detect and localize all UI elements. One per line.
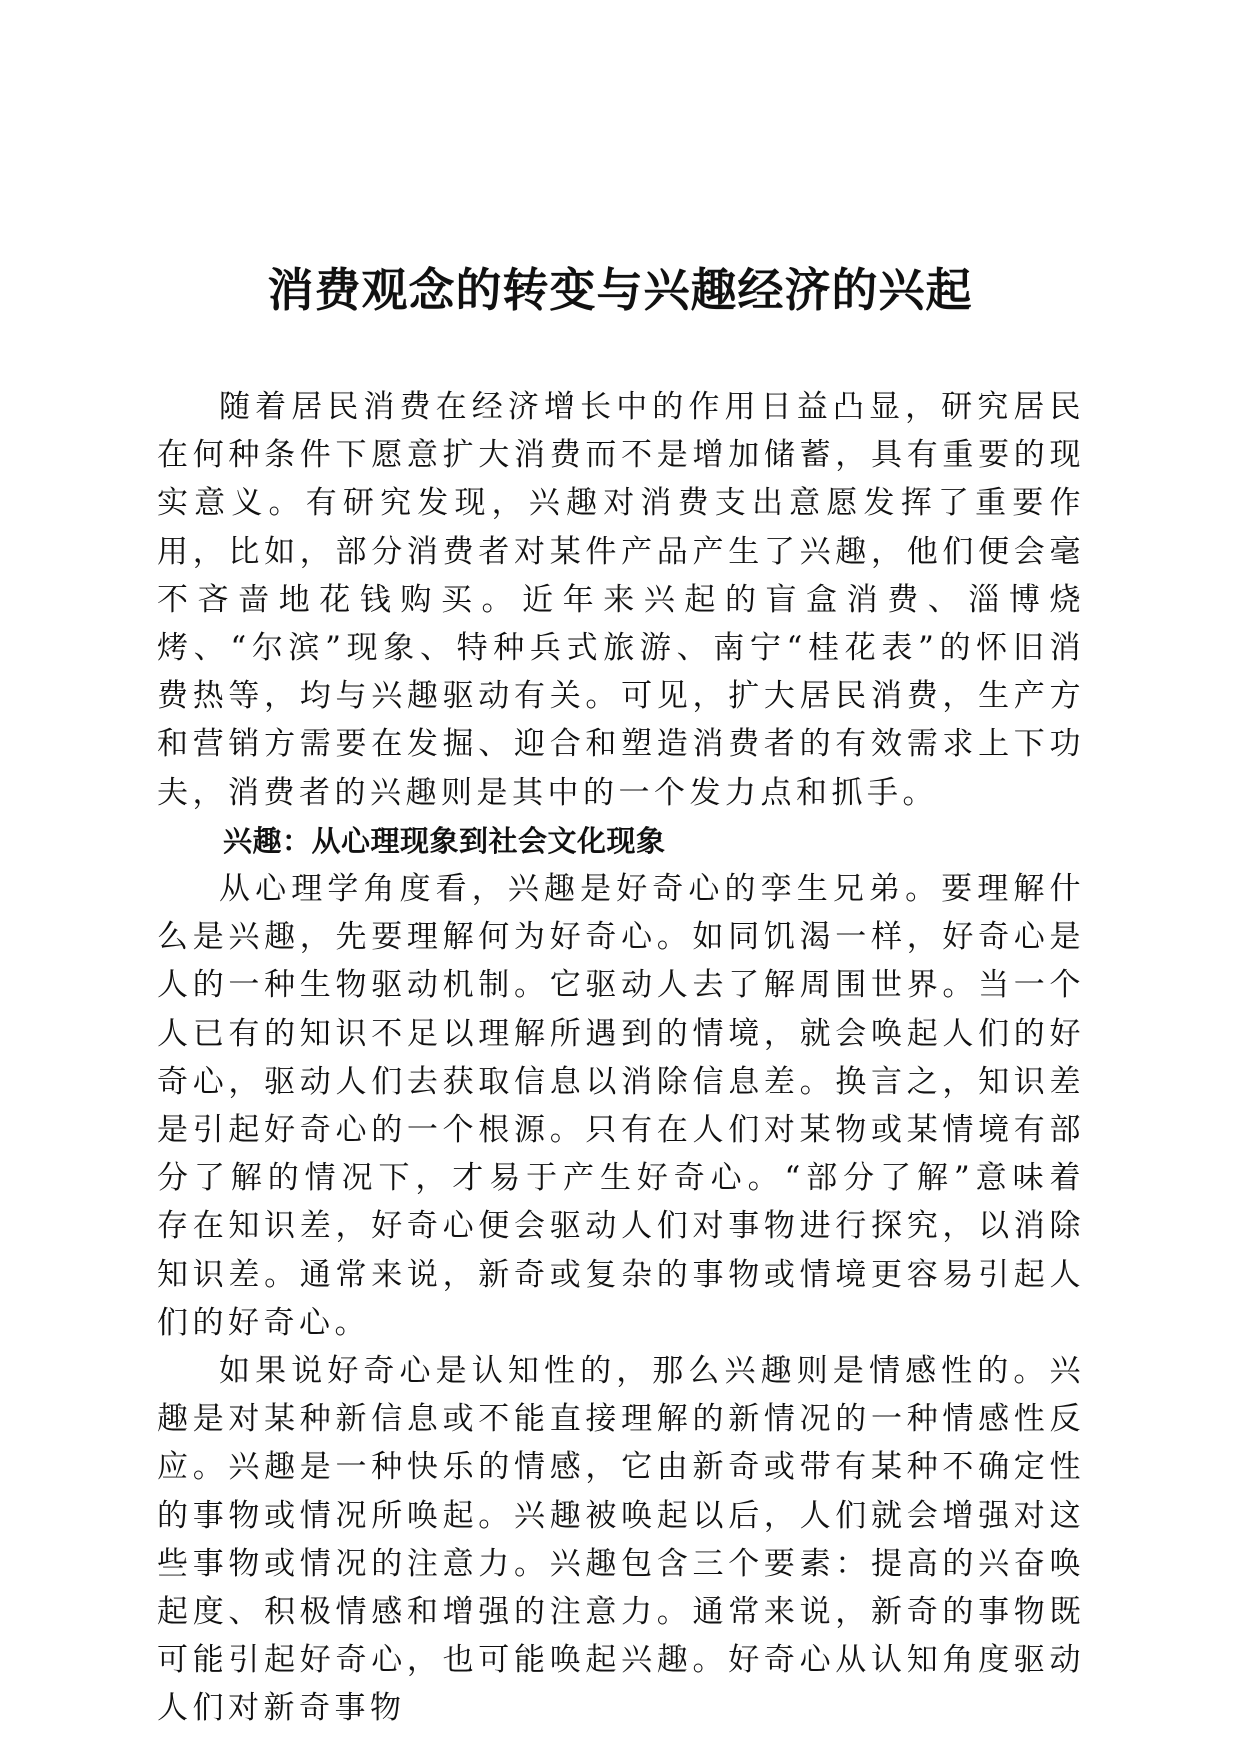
document-body <box>157 383 1085 1733</box>
section-paragraph: 从心理学角度看，兴趣是好奇心的孪生兄弟。要理解什么是兴趣，先要理解何为好奇心。如同饥渴一样，好奇心是人的一种生物驱动机制。它驱动人去了解周围世界。当一个人已有的知识不足以理解所遇到的情境，就会唤起人们的好奇心，驱动人们去获取信息以消除信息差。换言之，知识差是引起好奇心的一个根源。只有在人们对某物或某情境有部分了解的情况下，才易于产生好奇心。“部分了解”意味着存在知识差，好奇心便会驱动人们对事物进行探究，以消除知识差。通常来说，新奇或复杂的事物或情境更容易引起人们的好奇心。 <box>157 871 1085 1341</box>
section-paragraph: 如果说好奇心是认知性的，那么兴趣则是情感性的。兴趣是对某种新信息或不能直接理解的新情况的一种情感性反应。兴趣是一种快乐的情感，它由新奇或带有某种不确定性的事物或情况所唤起。兴趣被唤起以后，人们就会增强对这些事物或情况的注意力。兴趣包含三个要素：提高的兴奋唤起度、积极情感和增强的注意力。通常来说，新奇的事物既可能引起好奇心，也可能唤起兴趣。好奇心从认知角度驱动人们对新奇事物 <box>157 1353 1085 1727</box>
document-title: 消费观念的转变与兴趣经济的兴起 <box>267 263 973 317</box>
section-heading: 兴趣：从心理现象到社会文化现象 <box>223 823 666 858</box>
intro-paragraph: 随着居民消费在经济增长中的作用日益凸显，研究居民在何种条件下愿意扩大消费而不是增加储蓄，具有重要的现实意义。有研究发现，兴趣对消费支出意愿发挥了重要作用，比如，部分消费者对某件产品产生了兴趣，他们便会毫不吝啬地花钱购买。近年来兴起的盲盒消费、淄博烧烤、“尔滨”现象、特种兵式旅游、南宁“桂花表”的怀旧消费热等，均与兴趣驱动有关。可见，扩大居民消费，生产方和营销方需要在发掘、迎合和塑造消费者的有效需求上下功夫，消费者的兴趣则是其中的一个发力点和抓手。 <box>157 389 1085 811</box>
